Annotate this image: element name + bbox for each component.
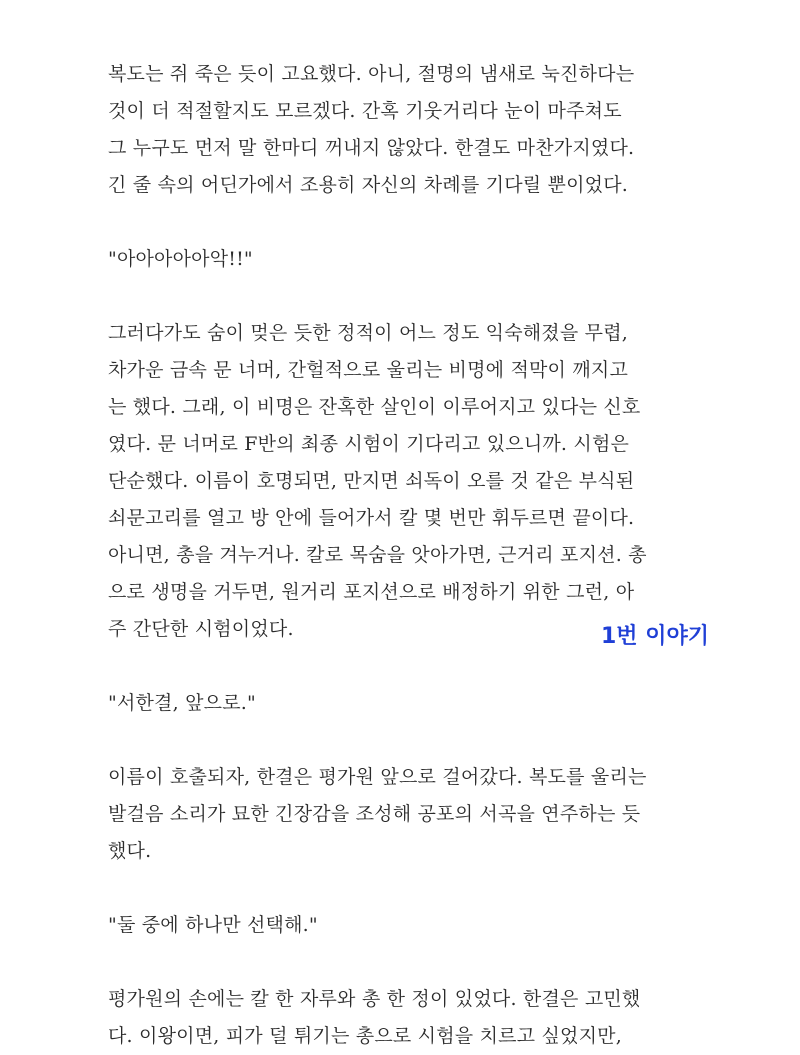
text-line: 것이 더 적절할지도 모르겠다. 간혹 기웃거리다 눈이 마주쳐도	[108, 100, 622, 122]
text-line: 단순했다. 이름이 호명되면, 만지면 쇠독이 오를 것 같은 부식된	[108, 470, 635, 492]
story-number-annotation: 1번 이야기	[601, 624, 709, 649]
text-line: "둘 중에 하나만 선택해."	[108, 914, 318, 936]
paragraph-spacer	[108, 648, 696, 685]
paragraph-spacer	[108, 278, 696, 315]
text-line: 차가운 금속 문 너머, 간헐적으로 울리는 비명에 적막이 깨지고	[108, 359, 629, 381]
paragraph-3	[108, 759, 696, 870]
text-line: "서한결, 앞으로."	[108, 692, 256, 714]
text-line: 아니면, 총을 겨누거나. 칼로 목숨을 앗아가면, 근거리 포지션. 총	[108, 544, 647, 566]
dialogue-scream	[108, 241, 696, 278]
story-text	[108, 56, 696, 1055]
text-line: 긴 줄 속의 어딘가에서 조용히 자신의 차례를 기다릴 뿐이었다.	[108, 174, 629, 196]
text-line: 으로 생명을 거두면, 원거리 포지션으로 배정하기 위한 그런, 아	[108, 581, 635, 603]
text-line: 는 했다. 그래, 이 비명은 잔혹한 살인이 이루어지고 있다는 신호	[108, 396, 641, 418]
text-line: 그 누구도 먼저 말 한마디 꺼내지 않았다. 한결도 마찬가지였다.	[108, 137, 635, 159]
text-line: 쇠문고리를 열고 방 안에 들어가서 칼 몇 번만 휘두르면 끝이다.	[108, 507, 635, 529]
dialogue-choose	[108, 907, 696, 944]
paragraph-spacer	[108, 204, 696, 241]
text-line: 였다. 문 너머로 F반의 최종 시험이 기다리고 있으니까. 시험은	[108, 433, 630, 455]
paragraph-spacer	[108, 722, 696, 759]
text-line: 했다.	[108, 840, 152, 862]
paragraph-spacer	[108, 870, 696, 907]
text-line: 그러다가도 숨이 멎은 듯한 정적이 어느 정도 익숙해졌을 무렵,	[108, 322, 629, 344]
paragraph-1	[108, 56, 696, 204]
paragraph-spacer	[108, 944, 696, 981]
text-line: 다. 이왕이면, 피가 덜 튀기는 총으로 시험을 치르고 싶었지만,	[108, 1025, 622, 1047]
text-line: 주 간단한 시험이었다.	[108, 618, 294, 640]
text-line: 이름이 호출되자, 한결은 평가원 앞으로 걸어갔다. 복도를 울리는	[108, 766, 647, 788]
text-line: 발걸음 소리가 묘한 긴장감을 조성해 공포의 서곡을 연주하는 듯	[108, 803, 641, 825]
paragraph-4	[108, 981, 696, 1055]
text-line: 평가원의 손에는 칼 한 자루와 총 한 정이 있었다. 한결은 고민했	[108, 988, 641, 1010]
paragraph-2	[108, 315, 696, 648]
text-line: 복도는 쥐 죽은 듯이 고요했다. 아니, 절명의 냄새로 눅진하다는	[108, 63, 635, 85]
text-line: "아아아아아악!!"	[108, 248, 253, 270]
dialogue-call	[108, 685, 696, 722]
